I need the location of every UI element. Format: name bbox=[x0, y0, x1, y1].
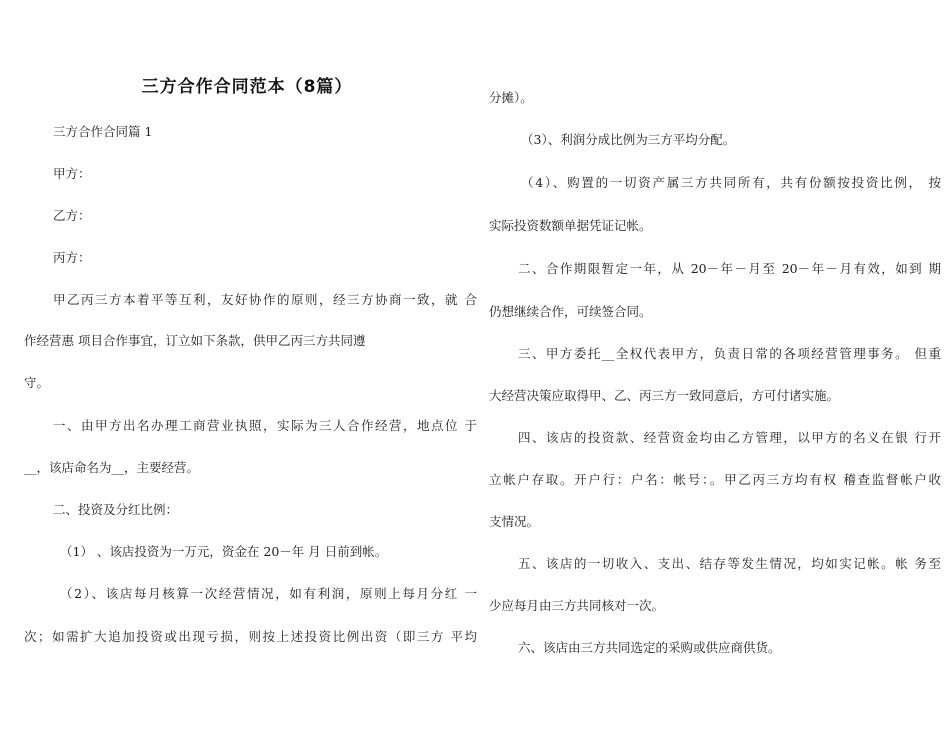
clause-3-line-2: 大经营决策应取得甲、乙、丙三方一致同意后，方可付诸实施。 bbox=[489, 388, 840, 403]
clause-1-line-2: __，该店命名为__，主要经营。 bbox=[24, 460, 200, 475]
item-3: （3）、利润分成比例为三方平均分配。 bbox=[521, 132, 736, 147]
contract-heading: 三方合作合同篇 1 bbox=[53, 124, 153, 139]
clause-2-heading: 二、投资及分红比例： bbox=[53, 502, 179, 517]
clause-4-line-1: 四、该店的投资款、经营资金均由乙方管理，以甲方的名义在银 行开 bbox=[518, 430, 941, 445]
intro-paragraph-line-3: 守。 bbox=[24, 375, 50, 390]
item-2-line-1: （2）、该店每月核算一次经营情况，如有利润，原则上每月分红 一 bbox=[60, 586, 477, 601]
clause-6: 六、该店由三方共同选定的采购或供应商供货。 bbox=[518, 640, 781, 655]
item-2-line-2: 次；如需扩大追加投资或出现亏损，则按上述投资比例出资（即三方 平均 bbox=[24, 629, 477, 644]
clause-2b-line-2: 仍想继续合作，可续签合同。 bbox=[489, 304, 652, 319]
clause-1-line-1: 一、由甲方出名办理工商营业执照，实际为三人合作经营，地点位 于 bbox=[53, 418, 477, 433]
item-2-continued: 分摊）。 bbox=[489, 90, 533, 105]
clause-4-line-2: 立帐户存取。开户行：户名：帐号：。甲乙丙三方均有权 稽查监督帐户收 bbox=[489, 472, 941, 487]
party-c-label: 丙方： bbox=[53, 250, 91, 265]
clause-4-line-3: 支情况。 bbox=[489, 514, 540, 529]
clause-3-line-1: 三、甲方委托__全权代表甲方，负责日常的各项经营管理事务。 但重 bbox=[518, 346, 941, 361]
party-b-label: 乙方： bbox=[53, 208, 91, 223]
intro-paragraph-line-2: 作经营惠 项目合作事宜，订立如下条款，供甲乙丙三方共同遵 bbox=[24, 333, 366, 348]
clause-5-line-2: 少应每月由三方共同核对一次。 bbox=[489, 598, 665, 613]
intro-paragraph-line-1: 甲乙丙三方本着平等互利，友好协作的原则，经三方协商一致，就 合 bbox=[53, 292, 477, 307]
clause-5-line-1: 五、该店的一切收入、支出、结存等发生情况，均如实记帐。帐 务至 bbox=[518, 556, 941, 571]
party-a-label: 甲方： bbox=[53, 166, 91, 181]
item-1: （1） 、该店投资为一万元，资金在 20－年 月 日前到帐。 bbox=[60, 544, 388, 559]
clause-2b-line-1: 二、合作期限暂定一年，从 20－年－月至 20－年－月有效，如到 期 bbox=[518, 261, 941, 276]
document-title: 三方合作合同范本（8篇） bbox=[141, 77, 353, 97]
item-4-line-1: （4）、购置的一切资产属三方共同所有，共有份额按投资比例， 按 bbox=[521, 175, 941, 190]
item-4-line-2: 实际投资数额单据凭证记帐。 bbox=[489, 218, 652, 233]
